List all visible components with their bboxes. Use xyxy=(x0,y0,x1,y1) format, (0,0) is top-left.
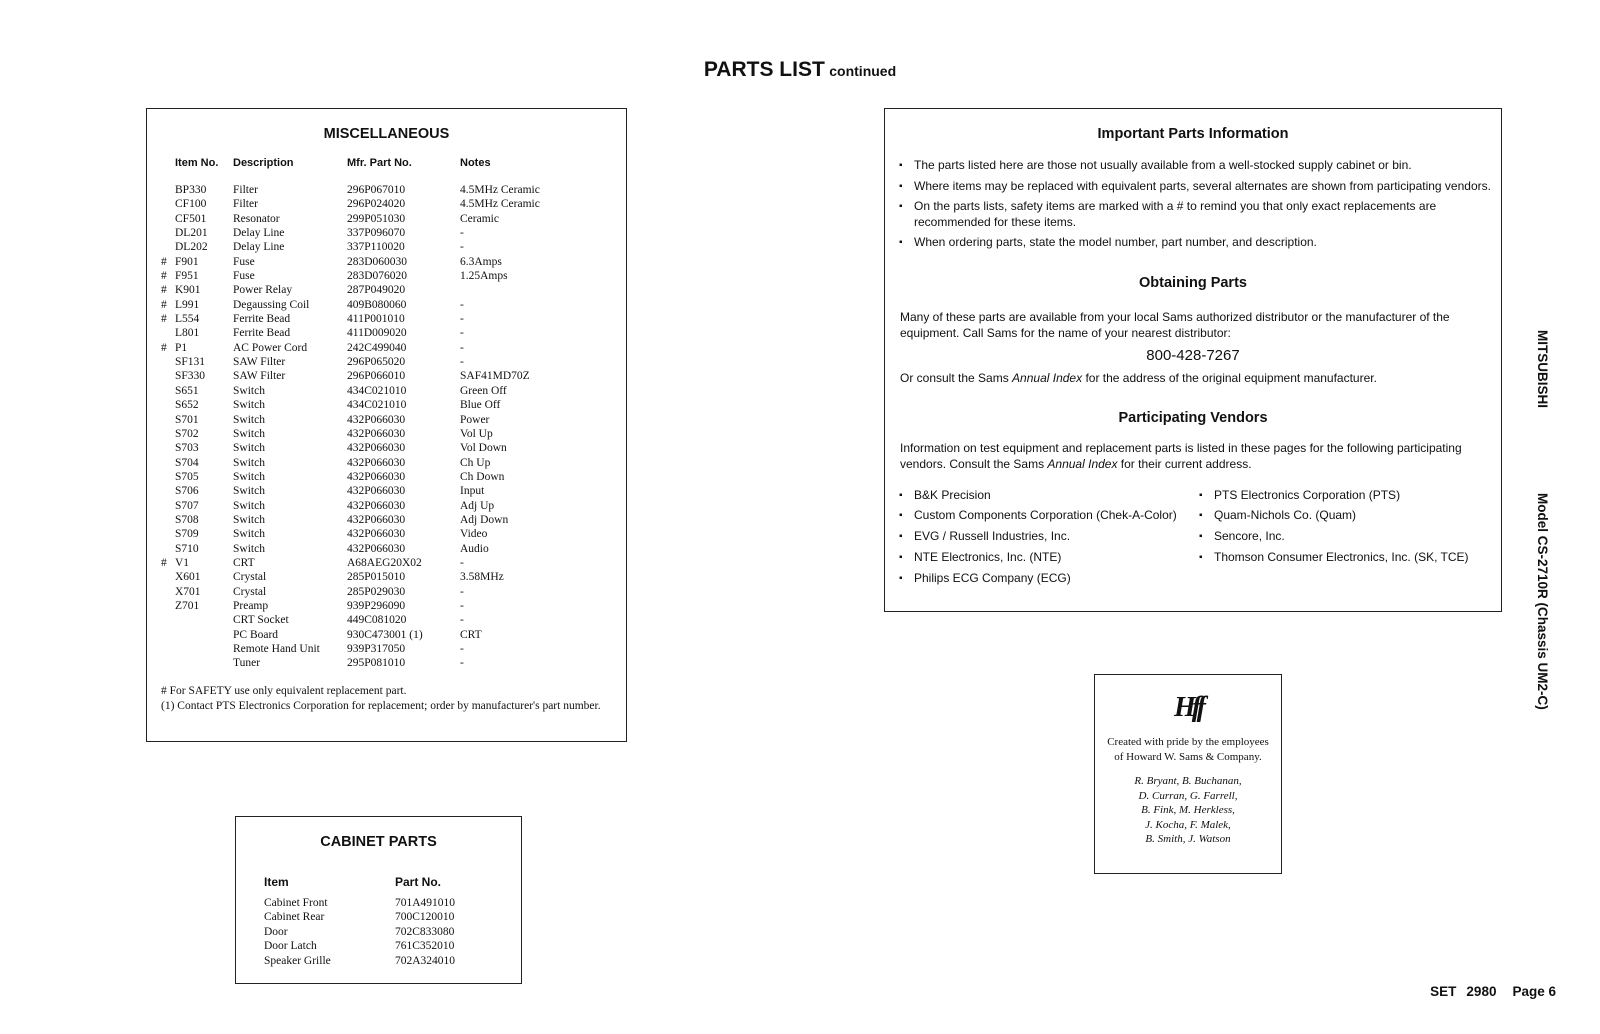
item-no: S704 xyxy=(175,456,199,469)
cabinet-rows xyxy=(236,896,521,968)
table-row xyxy=(147,441,626,455)
description: Resonator xyxy=(233,212,280,225)
cabinet-part-no: 701A491010 xyxy=(395,897,456,909)
description: Crystal xyxy=(233,585,267,598)
mfr-part-no: 432P066030 xyxy=(347,513,406,526)
mfr-part-no: 283D060030 xyxy=(347,255,408,268)
item-no: S706 xyxy=(175,485,199,498)
table-row xyxy=(236,925,521,939)
table-row xyxy=(147,613,626,627)
table-row xyxy=(147,384,626,398)
safety-mark: # xyxy=(161,341,167,354)
footnote-safety: # For SAFETY use only equivalent replacement part. xyxy=(161,685,407,697)
notes: Ch Down xyxy=(460,470,505,483)
col-mfr-part-no: Mfr. Part No. xyxy=(347,157,412,169)
item-no: K901 xyxy=(175,284,201,297)
table-row xyxy=(147,570,626,584)
mfr-part-no: 432P066030 xyxy=(347,427,406,440)
mfr-part-no: 299P051030 xyxy=(347,212,406,225)
mfr-part-no: 432P066030 xyxy=(347,485,406,498)
item-no: CF100 xyxy=(175,198,207,211)
annual-index-ref: Annual Index xyxy=(1012,370,1083,385)
credit-text: Created with pride by the employees of Howard W. Sams & Company. xyxy=(1107,736,1269,763)
description: Switch xyxy=(233,485,265,498)
description: Switch xyxy=(233,528,265,541)
description: CRT xyxy=(233,556,255,569)
vendors-text xyxy=(885,440,1501,472)
table-row xyxy=(147,456,626,470)
important-list xyxy=(885,158,1501,251)
mfr-part-no: 337P096070 xyxy=(347,227,406,240)
item-no: L991 xyxy=(175,298,200,311)
misc-rows xyxy=(147,183,626,671)
page-number: Page 6 xyxy=(1512,984,1556,999)
notes: Audio xyxy=(460,542,489,555)
parts-information-box xyxy=(884,108,1502,612)
mfr-part-no: 242C499040 xyxy=(347,341,407,354)
cabinet-heading: CABINET PARTS xyxy=(320,834,437,850)
vendor-item: ▪ Custom Components Corporation (Chek-A-Color) xyxy=(885,508,1193,524)
item-no: S652 xyxy=(175,399,199,412)
list-item: ▪ Where items may be replaced with equivalent parts, several alternates are shown from participating vendors. xyxy=(885,179,1501,195)
vendor-item: ▪ PTS Electronics Corporation (PTS) xyxy=(1193,488,1493,504)
description: Remote Hand Unit xyxy=(233,643,320,655)
mfr-part-no: 432P066030 xyxy=(347,470,406,483)
item-no: SF131 xyxy=(175,356,206,369)
notes: Input xyxy=(460,485,485,498)
notes: - xyxy=(460,585,464,598)
notes: - xyxy=(460,356,464,369)
table-row xyxy=(236,954,521,968)
notes: 4.5MHz Ceramic xyxy=(460,184,540,196)
credit-name-line: D. Curran, G. Farrell, xyxy=(1138,789,1238,802)
table-row xyxy=(147,326,626,340)
mfr-part-no: 432P066030 xyxy=(347,413,406,426)
cabinet-item: Door Latch xyxy=(264,940,317,953)
description: SAW Filter xyxy=(233,356,286,369)
description: Tuner xyxy=(233,657,261,670)
item-no: S707 xyxy=(175,499,199,512)
list-item: ▪ The parts listed here are those not usually available from a well-stocked supply cabinet or bin. xyxy=(885,158,1501,174)
description: Switch xyxy=(233,427,265,440)
safety-mark: # xyxy=(161,270,167,283)
mfr-part-no: 296P065020 xyxy=(347,356,406,369)
item-no: BP330 xyxy=(175,184,207,196)
notes: 3.58MHz xyxy=(460,571,504,584)
mfr-part-no: 296P066010 xyxy=(347,370,406,383)
description: Switch xyxy=(233,442,265,455)
notes: Power xyxy=(460,413,490,426)
item-no: SF330 xyxy=(175,370,206,383)
item-no: L554 xyxy=(175,313,200,326)
notes: - xyxy=(460,227,464,240)
table-row xyxy=(147,642,626,656)
item-no: S710 xyxy=(175,542,199,555)
obtaining-text: Many of these parts are available from your local Sams authorized distributor or the manufacturer of the equipment. Call Sams for the name of your nearest distributor: xyxy=(900,309,1450,340)
table-row xyxy=(236,939,521,953)
description: Switch xyxy=(233,413,265,426)
list-item: ▪ When ordering parts, state the model number, part number, and description. xyxy=(885,235,1501,251)
item-no: DL202 xyxy=(175,241,208,254)
cabinet-item: Cabinet Front xyxy=(264,897,328,909)
col-item-no: Item No. xyxy=(175,157,219,169)
table-row xyxy=(147,312,626,326)
description: Switch xyxy=(233,470,265,483)
cabinet-part-no: 700C120010 xyxy=(395,911,455,924)
table-row xyxy=(147,585,626,599)
item-no: X701 xyxy=(175,585,201,598)
side-label xyxy=(1528,330,1558,710)
safety-mark: # xyxy=(161,298,167,311)
description: Degaussing Coil xyxy=(233,298,310,311)
safety-mark: # xyxy=(161,284,167,297)
table-row xyxy=(147,599,626,613)
notes: - xyxy=(460,327,464,340)
item-no: Z701 xyxy=(175,599,200,612)
description: Filter xyxy=(233,198,258,211)
table-row xyxy=(147,499,626,513)
credit-name-line: B. Fink, M. Herkless, xyxy=(1141,804,1235,816)
item-no: S702 xyxy=(175,427,199,440)
mfr-part-no: 939P317050 xyxy=(347,643,406,655)
item-no: F951 xyxy=(175,270,199,283)
notes: Blue Off xyxy=(460,399,501,412)
col-description: Description xyxy=(233,157,294,169)
credit-names xyxy=(1095,774,1281,847)
mfr-part-no: 432P066030 xyxy=(347,442,406,455)
mfr-part-no: 285P015010 xyxy=(347,571,406,584)
notes: - xyxy=(460,657,464,670)
notes: Adj Down xyxy=(460,513,509,526)
vendor-item: ▪ EVG / Russell Industries, Inc. xyxy=(885,529,1193,545)
sams-logo: Hff xyxy=(1174,692,1202,723)
mfr-part-no: 432P066030 xyxy=(347,542,406,555)
obtaining-heading: Obtaining Parts xyxy=(1139,274,1247,291)
item-no: CF501 xyxy=(175,212,207,225)
mfr-part-no: 432P066030 xyxy=(347,528,406,541)
notes: CRT xyxy=(460,628,482,641)
table-row xyxy=(147,542,626,556)
description: Fuse xyxy=(233,255,255,268)
vendor-item: ▪ Philips ECG Company (ECG) xyxy=(885,571,1193,587)
safety-mark: # xyxy=(161,255,167,268)
notes: Adj Up xyxy=(460,499,495,512)
description: Switch xyxy=(233,384,265,397)
cabinet-part-no: 702C833080 xyxy=(395,925,455,938)
notes: - xyxy=(460,341,464,354)
vendor-item: ▪ NTE Electronics, Inc. (NTE) xyxy=(885,550,1193,566)
description: Delay Line xyxy=(233,227,285,240)
description: Delay Line xyxy=(233,241,285,254)
title-main: PARTS LIST xyxy=(703,58,825,81)
mfr-part-no: 939P296090 xyxy=(347,599,406,612)
table-row xyxy=(147,484,626,498)
safety-mark: # xyxy=(161,313,167,326)
col-part-no: Part No. xyxy=(395,875,442,889)
description: Preamp xyxy=(233,599,269,612)
table-row xyxy=(236,910,521,924)
vendor-item: ▪ B&K Precision xyxy=(885,488,1193,504)
notes: Green Off xyxy=(460,384,507,397)
col-item: Item xyxy=(264,875,289,889)
mfr-part-no: 337P110020 xyxy=(347,241,405,254)
vendors-text-after: for their current address. xyxy=(1117,456,1252,471)
consult-before: Or consult the Sams xyxy=(900,370,1013,385)
description: Switch xyxy=(233,399,265,412)
vendors-text-before: Information on test equipment and replacement parts is listed in these pages for the following participating vendors. Consult the Sams xyxy=(900,440,1462,471)
table-row xyxy=(147,656,626,670)
description: Switch xyxy=(233,542,265,555)
item-no: S651 xyxy=(175,384,199,397)
table-row xyxy=(147,298,626,312)
col-notes: Notes xyxy=(460,157,491,169)
mfr-part-no: 411P001010 xyxy=(347,313,405,326)
table-row xyxy=(147,341,626,355)
annual-index-ref: Annual Index xyxy=(1047,456,1118,471)
miscellaneous-parts-table xyxy=(146,108,627,742)
description: Crystal xyxy=(233,571,267,584)
vendor-item: ▪ Thomson Consumer Electronics, Inc. (SK, TCE) xyxy=(1193,550,1493,566)
vendors-heading: Participating Vendors xyxy=(1118,409,1268,426)
consult-text xyxy=(885,370,1501,386)
table-row xyxy=(147,527,626,541)
notes: 6.3Amps xyxy=(460,255,502,268)
description: AC Power Cord xyxy=(233,341,308,354)
table-row xyxy=(147,355,626,369)
credits-box xyxy=(1094,674,1282,874)
notes: - xyxy=(460,643,464,655)
table-row xyxy=(147,513,626,527)
vendor-lists xyxy=(885,488,1501,592)
notes: - xyxy=(460,599,464,612)
table-row xyxy=(147,226,626,240)
vendor-item: ▪ Sencore, Inc. xyxy=(1193,529,1493,545)
notes: Video xyxy=(460,528,488,541)
table-row xyxy=(147,212,626,226)
item-no: X601 xyxy=(175,571,201,584)
table-row xyxy=(147,255,626,269)
table-row xyxy=(147,628,626,642)
page-title xyxy=(0,58,1600,82)
credit-name-line: J. Kocha, F. Malek, xyxy=(1145,818,1231,831)
notes: - xyxy=(460,556,464,569)
item-no: S701 xyxy=(175,413,199,426)
mfr-part-no: 296P024020 xyxy=(347,198,406,211)
item-no: V1 xyxy=(175,556,190,569)
item-no: S703 xyxy=(175,442,199,455)
brand-label: MITSUBISHI xyxy=(1535,330,1550,409)
footnote-pts: (1) Contact PTS Electronics Corporation for replacement; order by manufacturer's part number. xyxy=(161,700,601,712)
page-footer xyxy=(1420,984,1556,999)
table-row xyxy=(147,240,626,254)
description: Switch xyxy=(233,513,265,526)
list-item: ▪ On the parts lists, safety items are marked with a # to remind you that only exact replacements are recommended for these items. xyxy=(885,199,1501,230)
set-label: SET xyxy=(1430,984,1457,999)
description: Ferrite Bead xyxy=(233,313,291,326)
consult-after: for the address of the original equipment manufacturer. xyxy=(1082,370,1377,385)
notes: - xyxy=(460,313,464,326)
cabinet-item: Door xyxy=(264,925,288,938)
cabinet-part-no: 761C352010 xyxy=(395,940,455,953)
misc-footnotes xyxy=(161,684,606,714)
vendor-item: ▪ Quam-Nichols Co. (Quam) xyxy=(1193,508,1493,524)
title-sub: continued xyxy=(829,63,897,79)
phone-number: 800-428-7267 xyxy=(1146,346,1240,364)
mfr-part-no: 434C021010 xyxy=(347,384,407,397)
model-label: Model CS-2710R (Chassis UM2-C) xyxy=(1535,493,1550,710)
table-row xyxy=(147,398,626,412)
misc-heading: MISCELLANEOUS xyxy=(323,126,450,142)
item-no: S708 xyxy=(175,513,199,526)
table-row xyxy=(147,269,626,283)
table-row xyxy=(147,283,626,297)
important-heading: Important Parts Information xyxy=(1097,126,1289,142)
item-no: L801 xyxy=(175,327,200,340)
table-row xyxy=(236,896,521,910)
cabinet-item: Speaker Grille xyxy=(264,954,331,967)
item-no: S705 xyxy=(175,470,199,483)
table-row xyxy=(147,197,626,211)
item-no: S709 xyxy=(175,528,199,541)
notes: Ceramic xyxy=(460,212,499,225)
item-no: P1 xyxy=(175,341,188,354)
vendor-list-right xyxy=(1193,488,1493,592)
item-no: DL201 xyxy=(175,227,208,240)
mfr-part-no: 411D009020 xyxy=(347,327,407,340)
description: Switch xyxy=(233,499,265,512)
item-no: F901 xyxy=(175,255,199,268)
mfr-part-no: 295P081010 xyxy=(347,657,406,670)
description: SAW Filter xyxy=(233,370,286,383)
table-row xyxy=(147,556,626,570)
set-number: 2980 xyxy=(1466,984,1497,999)
mfr-part-no: 449C081020 xyxy=(347,614,407,627)
notes: SAF41MD70Z xyxy=(460,370,530,383)
mfr-part-no: A68AEG20X02 xyxy=(347,556,422,569)
mfr-part-no: 287P049020 xyxy=(347,284,406,297)
notes: Vol Up xyxy=(460,427,493,440)
vendor-list-left xyxy=(885,488,1193,592)
notes: 4.5MHz Ceramic xyxy=(460,198,540,211)
description: Switch xyxy=(233,456,265,469)
mfr-part-no: 296P067010 xyxy=(347,184,406,196)
mfr-part-no: 283D076020 xyxy=(347,270,408,283)
notes: - xyxy=(460,298,464,311)
cabinet-item: Cabinet Rear xyxy=(264,911,325,924)
credit-name-line: B. Smith, J. Watson xyxy=(1145,833,1231,845)
notes: - xyxy=(460,241,464,254)
cabinet-part-no: 702A324010 xyxy=(395,954,456,967)
description: PC Board xyxy=(233,628,279,641)
mfr-part-no: 432P066030 xyxy=(347,456,406,469)
table-row xyxy=(147,470,626,484)
description: Filter xyxy=(233,184,258,196)
notes: Ch Up xyxy=(460,456,491,469)
mfr-part-no: 409B080060 xyxy=(347,298,407,311)
notes: - xyxy=(460,614,464,627)
mfr-part-no: 285P029030 xyxy=(347,585,406,598)
notes: Vol Down xyxy=(460,442,507,455)
description: CRT Socket xyxy=(233,614,289,627)
description: Power Relay xyxy=(233,284,293,297)
description: Fuse xyxy=(233,270,255,283)
cabinet-parts-table xyxy=(235,816,522,984)
mfr-part-no: 930C473001 (1) xyxy=(347,628,423,641)
mfr-part-no: 432P066030 xyxy=(347,499,406,512)
description: Ferrite Bead xyxy=(233,327,291,340)
safety-mark: # xyxy=(161,556,167,569)
mfr-part-no: 434C021010 xyxy=(347,399,407,412)
notes: 1.25Amps xyxy=(460,270,508,283)
credit-name-line: R. Bryant, B. Buchanan, xyxy=(1134,775,1242,787)
table-row xyxy=(147,427,626,441)
table-row xyxy=(147,183,626,197)
table-row xyxy=(147,369,626,383)
table-row xyxy=(147,413,626,427)
